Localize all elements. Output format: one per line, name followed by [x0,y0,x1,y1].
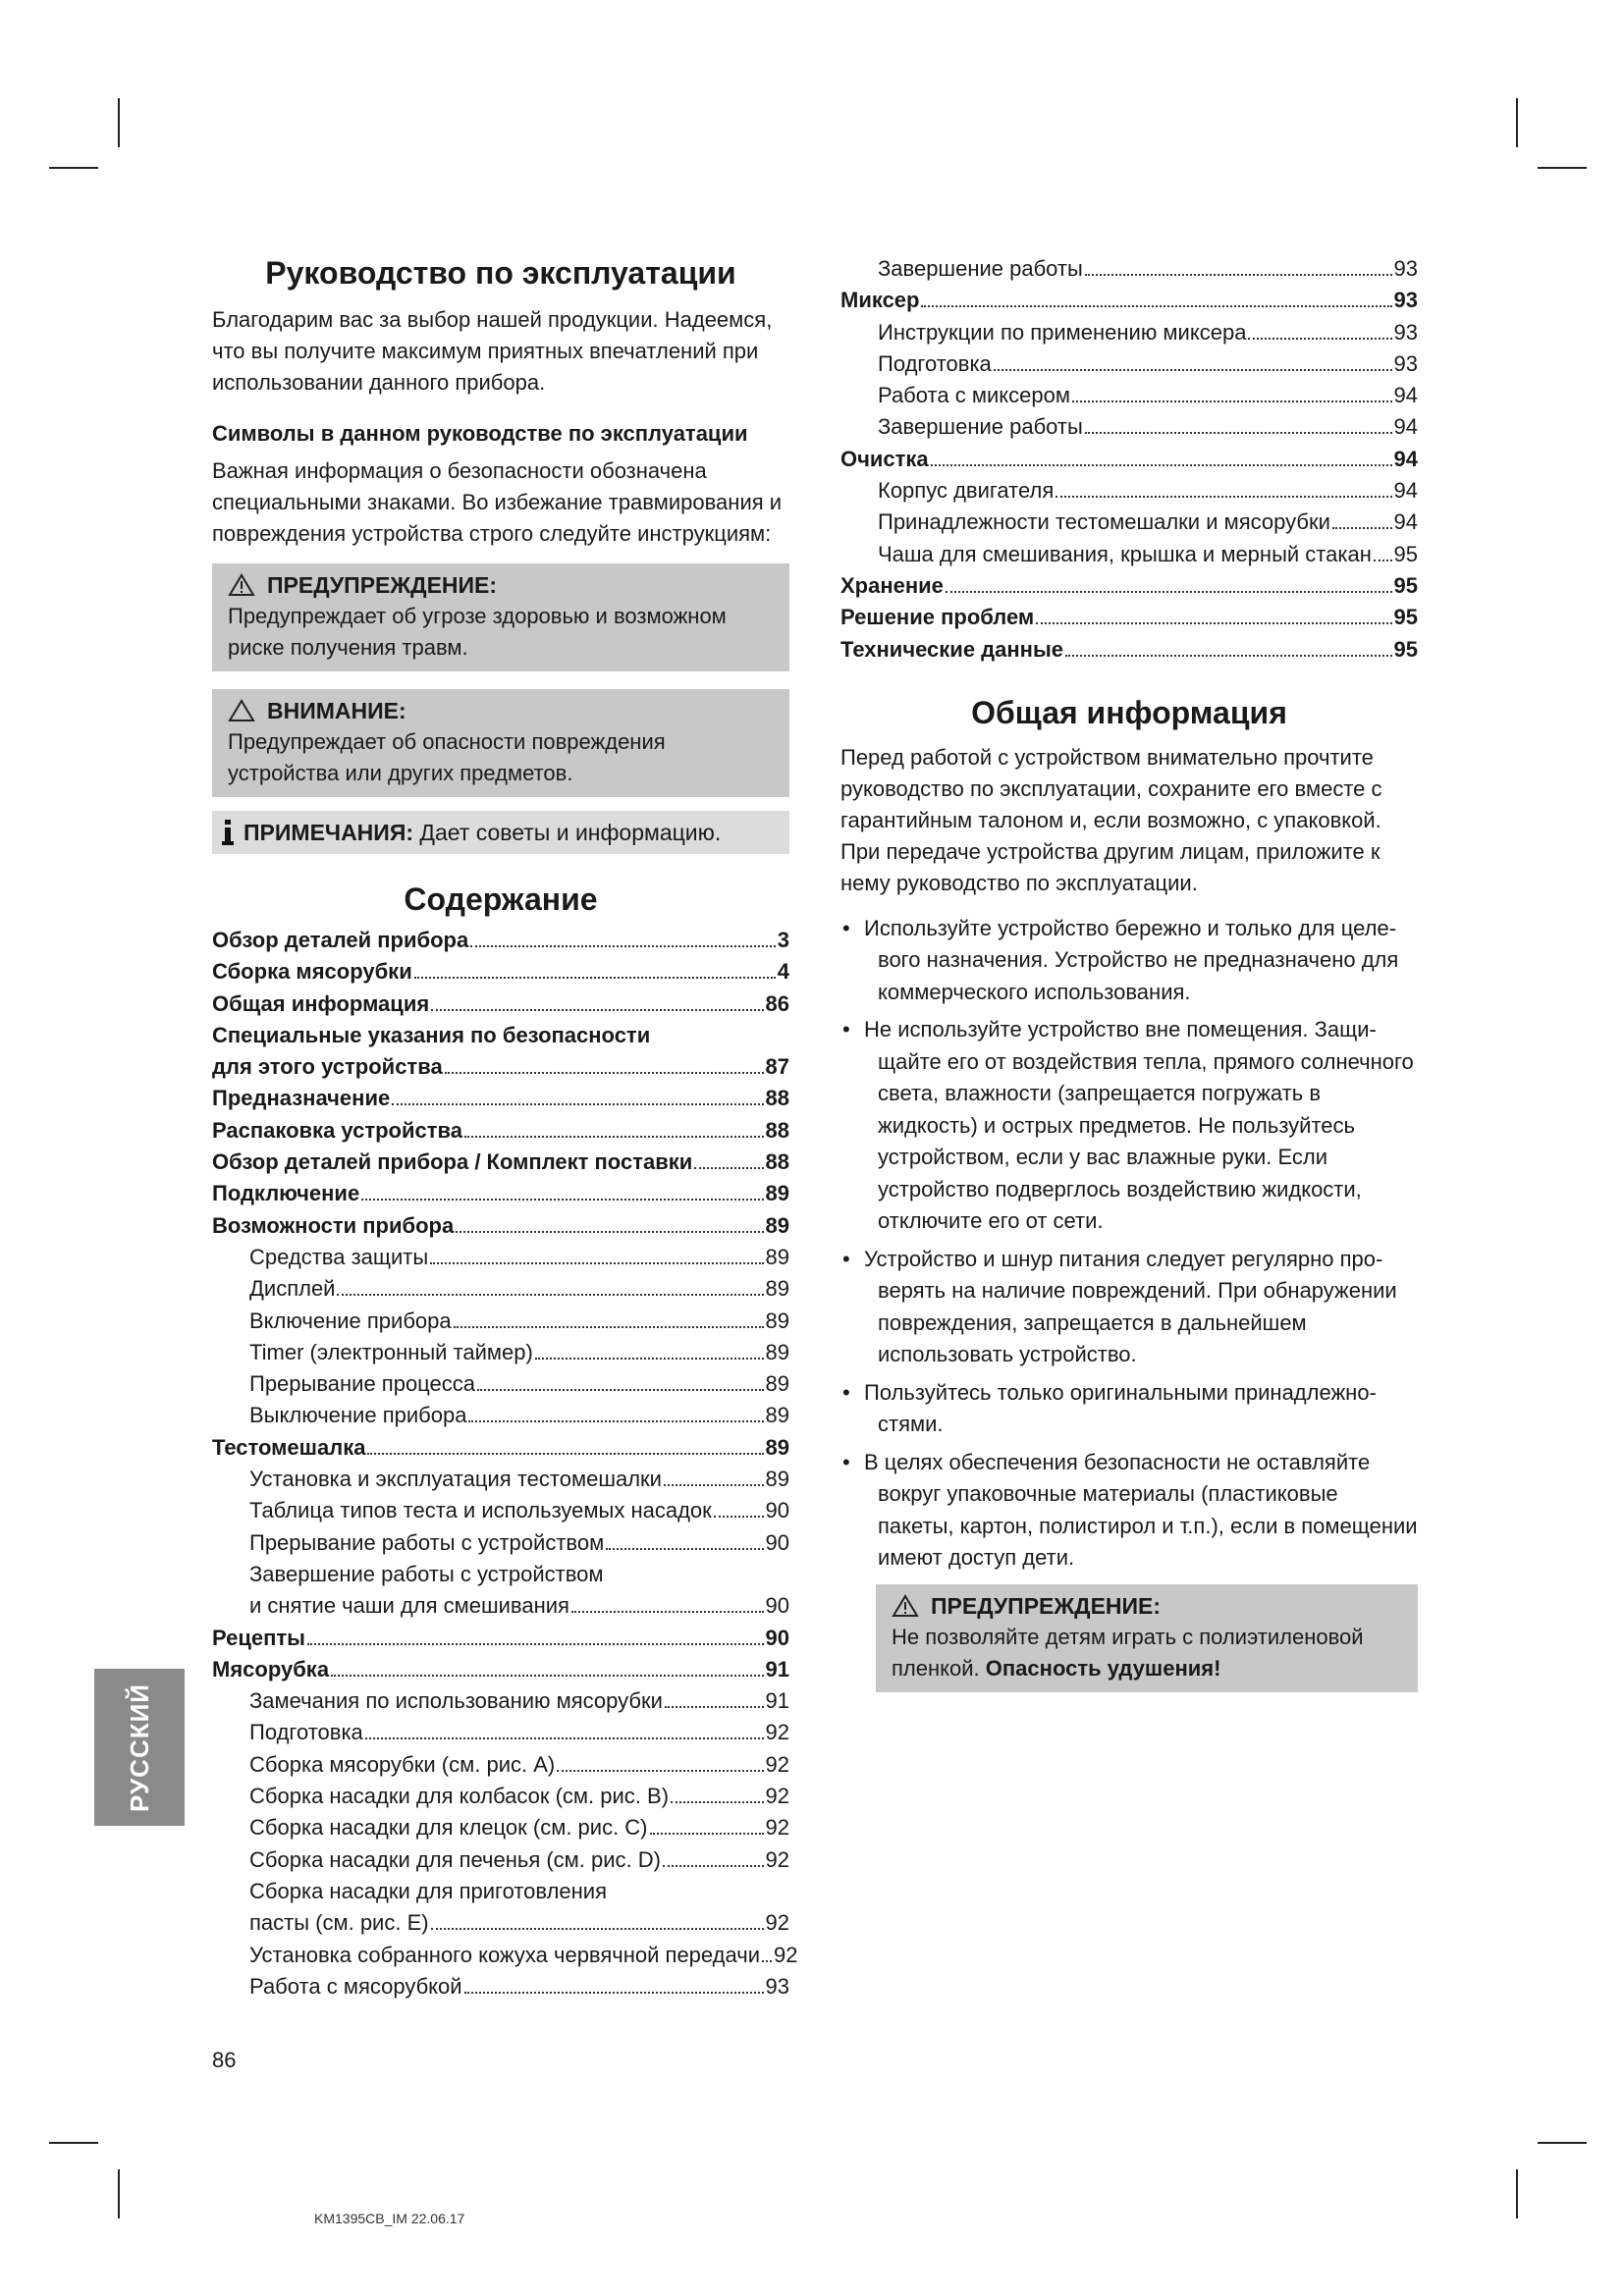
toc-entry [212,1527,789,1559]
toc-entry [212,1781,789,1812]
toc-entry-page: 92 [774,1942,798,1967]
language-side-tab [94,1669,185,1826]
toc-leader-dots [671,1801,763,1803]
toc-entry-label: Сборка насадки для колбасок (см. рис. B) [249,1784,670,1809]
toc-entry-label: Дисплей [249,1276,336,1302]
list-item [840,1377,1418,1441]
list-item [840,913,1418,1009]
toc-entry-page: 90 [765,1593,789,1619]
toc-entry-page: 92 [765,1784,789,1809]
toc-entry-label: Решение проблем [840,605,1035,630]
toc-entry-page: 91 [765,1656,789,1682]
toc-entry-label: Миксер [840,288,920,313]
toc-entry [212,1400,789,1431]
toc-entry-page: 89 [765,1434,789,1460]
warning-text: Предупреждает об угрозе здоровью и возможном риске получения травм. [228,604,727,660]
toc-leader-dots [762,1960,772,1962]
toc-entry-label: Прерывание процесса [249,1371,476,1397]
toc-entry-label: Корпус двигателя [878,478,1055,504]
toc-entry [840,411,1418,443]
toc-entry [212,1115,789,1147]
attention-label: ВНИМАНИЕ: [267,698,406,723]
attention-text: Предупреждает об опасности повреждения устройства или других предметов. [228,729,666,785]
list-item-continuation: вокруг упаковочные материалы (пластиковые пакеты, картон, полистирол и т.п.), если в помещении имеют доступ дети. [878,1481,1418,1571]
symbols-text: Важная информация о безопасности обозначена специальными знаками. Во избежание травмирования и повреждения устройства строго следуйте инструкциям: [212,458,783,546]
toc-entry [212,1717,789,1748]
toc-entry-page: 90 [765,1498,789,1523]
toc-entry-label: Технические данные [840,636,1063,662]
toc-entry-page: 89 [765,1339,789,1364]
toc-entry [212,1495,789,1526]
toc-leader-dots [1085,432,1392,434]
attention-box [212,689,789,797]
toc-entry-label: и снятие чаши для смешивания [249,1593,569,1619]
toc-leader-dots [535,1358,764,1360]
general-bullets [840,913,1418,1575]
toc-entry-label: Принадлежности тестомешалки и мясорубки [878,509,1330,535]
crop-mark [118,2169,120,2218]
toc-entry-label: Сборка мясорубки [212,959,412,985]
list-item-continuation: стями. [878,1412,944,1437]
toc-entry-label: Возможности прибора [212,1212,455,1238]
toc-entry-label: Установка и эксплуатация тестомешалки [249,1467,662,1492]
toc-leader-dots [464,1136,764,1138]
toc-entry [840,348,1418,380]
toc-entry [212,1242,789,1273]
note-box [212,811,789,854]
toc-entry [212,1623,789,1654]
child-warning-label: ПРЕДУПРЕЖДЕНИЕ: [931,1592,1162,1619]
list-item-continuation: вого назначения. Устройство не предназначено для коммерческого использования. [878,947,1399,1004]
toc-entry [212,1432,789,1464]
toc-leader-dots [663,1865,764,1867]
toc-entry-label: Мясорубка [212,1656,330,1682]
general-heading: Общая информация [971,694,1287,730]
toc-leader-dots [430,1262,763,1264]
note-label: ПРИМЕЧАНИЯ: [244,820,414,845]
toc-entry-label: Подготовка [878,350,992,376]
info-icon [222,820,234,845]
toc-entry-page: 89 [765,1181,789,1206]
toc-entry [840,570,1418,602]
toc-entry-label: Работа с мясорубкой [249,1973,462,1999]
toc-leader-dots [1056,496,1391,498]
toc-leader-dots [931,464,1392,466]
toc-entry [840,444,1418,475]
toc-leader-dots [1332,527,1392,529]
toc-entry-label: Предназначение [212,1086,391,1111]
note-text: Дает советы и информацию. [419,820,722,845]
toc-entry-page: 95 [1393,541,1418,566]
crop-mark [1516,2169,1518,2218]
toc-entry-page: 93 [765,1973,789,1999]
toc-entry-label: Прерывание работы с устройством [249,1529,605,1555]
toc-entry-page: 93 [1393,256,1418,281]
toc-entry-page: 89 [765,1308,789,1333]
toc-entry [212,1876,789,1907]
toc-entry-page: 94 [1393,478,1418,504]
toc-entry [212,1020,789,1051]
child-warning-text: Не позволяйте детям играть с полиэтиленовой пленкой. [892,1624,1364,1681]
toc-leader-dots [921,305,1391,307]
toc-leader-dots [1072,400,1392,402]
toc-leader-dots [1374,560,1392,561]
toc-entry [212,1306,789,1337]
toc-entry [212,1590,789,1622]
toc-entry [212,1685,789,1717]
toc-entry-label: Подключение [212,1181,360,1206]
toc-entry [212,1368,789,1400]
toc-entry-label: Timer (электронный таймер) [249,1339,533,1364]
toc-entry [212,1907,789,1939]
crop-mark [49,2142,98,2144]
toc-entry-page: 88 [765,1149,789,1175]
toc-leader-dots [664,1484,764,1486]
toc-leader-dots [557,1770,763,1772]
toc-entry [212,1051,789,1083]
intro-text: Благодарим вас за выбор нашей продукции. Надеемся, что вы получите максимум приятных впечатлений при использовании данного прибора. [212,307,773,395]
toc-entry-label: Завершение работы с устройством [249,1561,604,1586]
toc-entry [212,1971,789,2002]
toc-leader-dots [454,1326,764,1328]
page-title: Руководство по эксплуатации [265,255,736,291]
list-item-continuation: верять на наличие повреждений. При обнаружении повреждения, запрещается в дальнейшем использовать устройство. [878,1278,1397,1367]
language-label: РУССКИЙ [124,1682,154,1812]
warning-triangle-icon [228,573,255,597]
toc-entry-label: Сборка насадки для печенья (см. рис. D) [249,1846,661,1872]
toc-leader-dots [365,1737,764,1739]
toc-leader-dots [714,1516,764,1518]
toc-entry-label: Подготовка [249,1720,363,1745]
list-item [840,1447,1418,1575]
toc-entry-label: Хранение [840,572,944,598]
toc-entry [840,634,1418,666]
toc-entry [212,1178,789,1209]
toc-entry-label: Обзор деталей прибора [212,928,469,952]
toc-leader-dots [1036,622,1391,624]
toc-entry [212,1337,789,1368]
toc-entry-page: 4 [777,959,789,985]
toc-entry [212,925,789,956]
toc-entry [840,380,1418,411]
toc-entry-page: 93 [1393,350,1418,376]
toc-right-list [840,253,1418,666]
toc-entry-page: 93 [1393,288,1418,313]
crop-mark [118,98,120,147]
toc-leader-dots [650,1833,764,1835]
toc-entry [840,317,1418,348]
toc-entry-page: 88 [765,1117,789,1143]
toc-entry [212,1654,789,1685]
toc-entry-label: Завершение работы [878,256,1083,281]
child-warning-box [876,1584,1418,1692]
toc-entry-label: Установка собранного кожуха червячной передачи [249,1942,761,1967]
toc-entry [212,1210,789,1242]
toc-entry-label: Тестомешалка [212,1434,366,1460]
toc-entry-page: 92 [765,1751,789,1777]
toc-entry-label: Сборка насадки для приготовления [249,1878,607,1903]
crop-mark [49,167,98,169]
page-number: 86 [212,2048,237,2072]
toc-leader-dots [1085,274,1392,276]
toc-entry-label: Инструкции по применению миксера [878,319,1247,345]
toc-leader-dots [477,1389,764,1391]
toc-entry [840,602,1418,633]
toc-leader-dots [307,1643,764,1645]
child-warning-bold: Опасность удушения! [985,1655,1221,1681]
toc-entry [840,539,1418,570]
general-intro: Перед работой с устройством внимательно прочтите руководство по эксплуатации, сохраните его вместе с гарантийным талоном и, если возможно, с упаковкой. При передаче устройства другим лицам, приложите к нему руководство по эксплуатации. [840,744,1382,895]
toc-leader-dots [431,1009,763,1011]
toc-leader-dots [414,977,776,979]
toc-leader-dots [1248,338,1391,340]
toc-leader-dots [571,1611,764,1613]
crop-mark [1516,98,1518,147]
toc-leader-dots [361,1199,763,1201]
toc-leader-dots [1065,655,1392,657]
toc-leader-dots [337,1294,763,1296]
toc-entry [212,956,789,988]
toc-leader-dots [367,1453,763,1455]
left-column [212,253,798,2002]
toc-leader-dots [665,1706,764,1708]
toc-entry-label: Замечания по использованию мясорубки [249,1688,663,1714]
toc-entry-label: Сборка мясорубки (см. рис. A) [249,1751,556,1777]
toc-leader-dots [456,1231,763,1233]
toc-entry-label: Включение прибора [249,1308,452,1333]
toc-entry-page: 88 [765,1086,789,1111]
toc-entry-label: Обзор деталей прибора / Комплект поставки [212,1149,693,1175]
toc-entry-page: 93 [1393,319,1418,345]
toc-entry [212,1812,789,1843]
toc-entry-label: Очистка [840,446,929,471]
toc-leader-dots [606,1548,763,1550]
toc-entry [840,475,1418,507]
toc-leader-dots [445,1072,764,1074]
toc-entry-page: 90 [765,1625,789,1650]
toc-entry [840,253,1418,285]
toc-entry-label: для этого устройства [212,1054,443,1080]
toc-entry-page: 86 [765,990,789,1016]
toc-entry-page: 89 [765,1371,789,1397]
toc-entry-page: 94 [1393,446,1418,471]
toc-entry-label: Распаковка устройства [212,1117,462,1143]
right-column [840,253,1418,1692]
symbols-heading: Символы в данном руководстве по эксплуатации [212,421,748,446]
toc-entry [212,1147,789,1178]
toc-entry [212,988,789,1020]
list-item-continuation: щайте его от воздействия тепла, прямого солнечного света, влажности (запрещается погружать в жидкость) и острых предметов. Не пользуйтесь устройством, если у вас влажные руки. Если устройство подверглось воздействию жидкости, отключите его от сети. [878,1048,1414,1234]
toc-entry-label: Рецепты [212,1625,305,1650]
toc-leader-dots [946,591,1392,593]
warning-box [212,563,789,671]
warning-triangle-icon [892,1594,919,1618]
toc-entry-label: Работа с миксером [878,383,1070,408]
toc-leader-dots [431,1928,764,1930]
toc-entry-label: Средства защиты [249,1244,429,1269]
toc-entry-page: 95 [1393,636,1418,662]
toc-entry-page: 87 [765,1054,789,1080]
toc-entry-page: 95 [1393,572,1418,598]
toc-leader-dots [392,1103,763,1105]
toc-leader-dots [694,1167,763,1169]
toc-entry-page: 89 [765,1276,789,1302]
toc-entry-page: 94 [1393,414,1418,440]
toc-entry-page: 92 [765,1815,789,1841]
crop-mark [1538,2142,1587,2144]
toc-entry-label: Выключение прибора [249,1403,467,1428]
list-item-first-line: Пользуйтесь только оригинальными принадлежно- [864,1379,1377,1405]
toc-entry [212,1559,789,1590]
toc-entry-page: 3 [777,928,789,952]
toc-entry-label: Сборка насадки для клецок (см. рис. C) [249,1815,648,1841]
toc-entry [212,1083,789,1114]
toc-entry [212,1844,789,1876]
toc-entry-page: 92 [765,1846,789,1872]
list-item-first-line: Не используйте устройство вне помещения. Защи- [864,1017,1377,1042]
toc-entry-page: 89 [765,1403,789,1428]
list-item [840,1244,1418,1371]
toc-entry-page: 89 [765,1212,789,1238]
toc-entry-page: 92 [765,1910,789,1936]
toc-entry [212,1749,789,1781]
toc-entry-label: Специальные указания по безопасности [212,1022,651,1047]
list-item [840,1014,1418,1238]
list-item-first-line: Используйте устройство бережно и только для целе- [864,915,1397,940]
toc-entry-page: 94 [1393,509,1418,535]
list-item-first-line: Устройство и шнур питания следует регулярно про- [864,1246,1383,1271]
toc-entry-label: Таблица типов теста и используемых насадок [249,1498,712,1523]
toc-entry-label: Общая информация [212,990,430,1016]
toc-leader-dots [464,1992,764,1994]
toc-heading: Содержание [404,881,598,917]
list-item-first-line: В целях обеспечения безопасности не оставляйте [864,1449,1371,1474]
toc-entry-label: Завершение работы [878,414,1083,440]
toc-leader-dots [470,945,776,947]
toc-leader-dots [331,1675,763,1677]
toc-entry-page: 90 [765,1529,789,1555]
attention-triangle-icon [228,699,255,722]
toc-entry [840,507,1418,538]
toc-entry [212,1464,789,1495]
toc-entry-page: 89 [765,1467,789,1492]
toc-entry [840,285,1418,316]
toc-entry [212,1940,798,1971]
warning-label: ПРЕДУПРЕЖДЕНИЕ: [267,572,498,598]
toc-entry-label: пасты (см. рис. E) [249,1910,429,1936]
crop-mark [1538,167,1587,169]
toc-entry-page: 89 [765,1244,789,1269]
toc-entry-page: 92 [765,1720,789,1745]
footer-imprint: KM1395CB_IM 22.06.17 [314,2211,465,2226]
toc-leader-dots [468,1420,763,1422]
toc-entry-page: 91 [765,1688,789,1714]
toc-leader-dots [994,369,1392,371]
toc-entry [212,1273,789,1305]
toc-entry-page: 94 [1393,383,1418,408]
toc-entry-page: 95 [1393,605,1418,630]
toc-entry-label: Чаша для смешивания, крышка и мерный стакан [878,541,1372,566]
toc-left-list [212,925,798,2002]
